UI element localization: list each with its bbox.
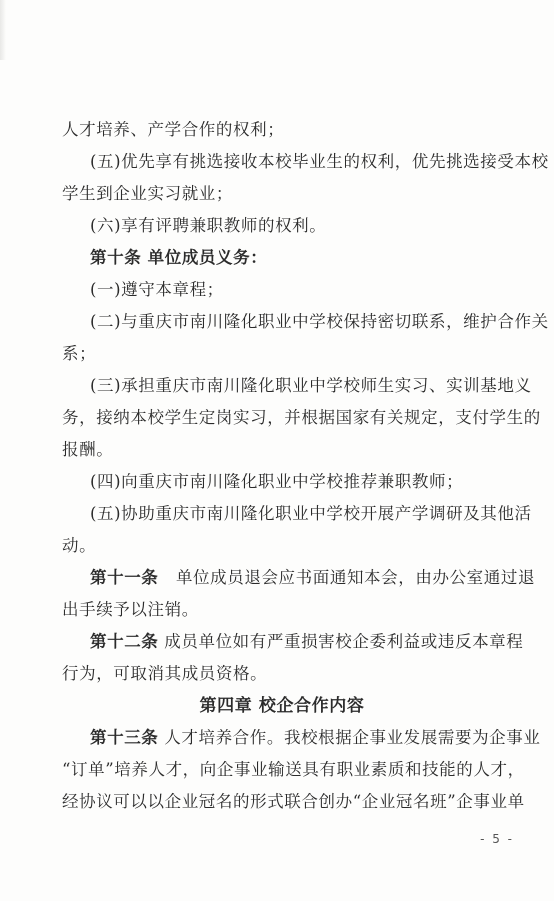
article-text: 成员单位如有严重损害校企委利益或违反本章程 xyxy=(164,632,524,651)
document-body xyxy=(62,114,549,818)
text-line: (三)承担重庆市南川隆化职业中学校师生实习、实训基地义 xyxy=(90,376,532,395)
scan-edge-shadow xyxy=(0,0,6,60)
text-line: 经协议可以以企业冠名的形式联合创办“企业冠名班”企事业单 xyxy=(62,792,525,811)
text-line: 报酬。 xyxy=(62,440,114,459)
text-line: (五)协助重庆市南川隆化职业中学校开展产学调研及其他活 xyxy=(90,504,532,523)
article-paragraph xyxy=(62,626,524,658)
text-line: “订单”培养人才，向企事业输送具有职业素质和技能的人才， xyxy=(62,760,525,779)
page-number: - 5 - xyxy=(480,832,514,846)
text-line: 人才培养、产学合作的权利； xyxy=(62,120,285,139)
text-line: (一)遵守本章程； xyxy=(90,280,224,299)
article-paragraph xyxy=(62,722,541,754)
article-heading: 第十条 单位成员义务： xyxy=(90,248,268,267)
text-line: 学生到企业实习就业； xyxy=(62,184,233,203)
text-line: 行为，可取消其成员资格。 xyxy=(62,664,268,683)
text-line: (六)享有评聘兼职教师的权利。 xyxy=(90,216,327,235)
text-line: 动。 xyxy=(62,536,97,555)
text-line: (二)与重庆市南川隆化职业中学校保持密切联系，维护合作关 xyxy=(90,312,549,331)
article-text: 单位成员退会应书面通知本会，由办公室通过退 xyxy=(175,568,536,587)
article-paragraph xyxy=(62,562,536,594)
text-line: 出手续予以注销。 xyxy=(62,600,199,619)
article-number: 第十二条 xyxy=(90,632,159,651)
article-number: 第十一条 xyxy=(90,568,159,587)
article-number: 第十三条 xyxy=(90,728,159,747)
article-text: 人才培养合作。我校根据企事业发展需要为企事业 xyxy=(164,728,541,747)
chapter-heading: 第四章 校企合作内容 xyxy=(199,696,365,716)
text-line: (四)向重庆市南川隆化职业中学校推荐兼职教师； xyxy=(90,472,464,491)
text-line: (五)优先享有挑选接收本校毕业生的权利，优先挑选接受本校 xyxy=(90,152,549,171)
text-line: 系； xyxy=(62,344,97,363)
text-line: 务，接纳本校学生定岗实习，并根据国家有关规定，支付学生的 xyxy=(62,408,541,427)
